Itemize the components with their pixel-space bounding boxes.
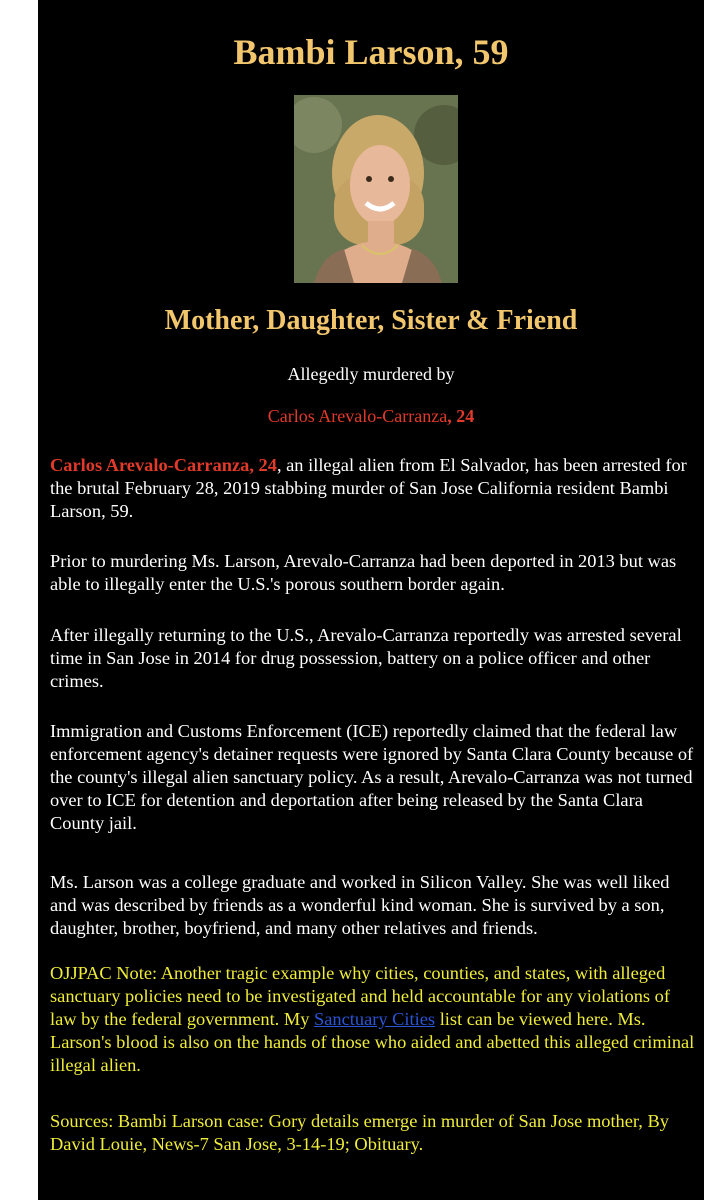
eye-shape xyxy=(388,176,394,182)
paragraph-prior-arrests: After illegally returning to the U.S., Arevalo-Carranza reportedly was arrested several time in San Jose in 2014 for drug possession, battery on a police officer and other crimes. xyxy=(50,625,682,691)
sources-paragraph: Sources: Bambi Larson case: Gory details emerge in murder of San Jose mother, By David Louie, News-7 San Jose, 3-14-19; Obituary. xyxy=(50,1111,669,1154)
portrait-illustration xyxy=(294,95,458,283)
note-text-after: list can be viewed here. Ms. Larson's blood is also on the hands of those who aided and abetted this alleged criminal illegal alien. xyxy=(50,1009,695,1075)
perpetrator-name: Carlos Arevalo-Carranza xyxy=(267,406,448,426)
portrait-photo-icon xyxy=(294,95,458,283)
neck-shape xyxy=(368,221,394,243)
page-title: Bambi Larson, 59 xyxy=(233,32,509,72)
perpetrator-line xyxy=(38,404,704,428)
paragraph-arrest xyxy=(50,454,696,523)
allegedly-line: Allegedly murdered by xyxy=(287,364,455,384)
face-shape xyxy=(350,145,410,225)
note-text-before: OJJPAC Note: Another tragic example why cities, counties, and states, with alleged sanctuary policies need to be investigated and held accountable for any violations of law by the federal government. My xyxy=(50,963,670,1029)
eye-shape xyxy=(366,176,372,182)
page-subtitle: Mother, Daughter, Sister & Friend xyxy=(164,305,578,336)
article-panel xyxy=(38,0,704,1200)
paragraph-ice: Immigration and Customs Enforcement (ICE) reportedly claimed that the federal law enforcement agency's detainer requests were ignored by Santa Clara County because of the county's illegal alien sanctuary policy. As a result, Arevalo-Carranza was not turned over to ICE for detention and deportation after being released by the Santa Clara County jail. xyxy=(50,721,694,833)
ojjpac-note xyxy=(50,962,696,1077)
perpetrator-lead: Carlos Arevalo-Carranza, 24 xyxy=(50,455,277,475)
paragraph-victim-bio: Ms. Larson was a college graduate and worked in Silicon Valley. She was well liked and was described by friends as a wonderful kind woman. She is survived by a son, daughter, brother, boyfriend, and many other relatives and friends. xyxy=(50,872,670,938)
perpetrator-age: , 24 xyxy=(447,406,475,426)
paragraph-deportation: Prior to murdering Ms. Larson, Arevalo-Carranza had been deported in 2013 but was able to illegally enter the U.S.'s porous southern border again. xyxy=(50,551,677,594)
paragraph-arrest-text: , an illegal alien from El Salvador, has been arrested for the brutal February 28, 2019 stabbing murder of San Jose California resident Bambi Larson, 59. xyxy=(50,455,687,521)
sanctuary-cities-link[interactable]: Sanctuary Cities xyxy=(314,1009,436,1029)
